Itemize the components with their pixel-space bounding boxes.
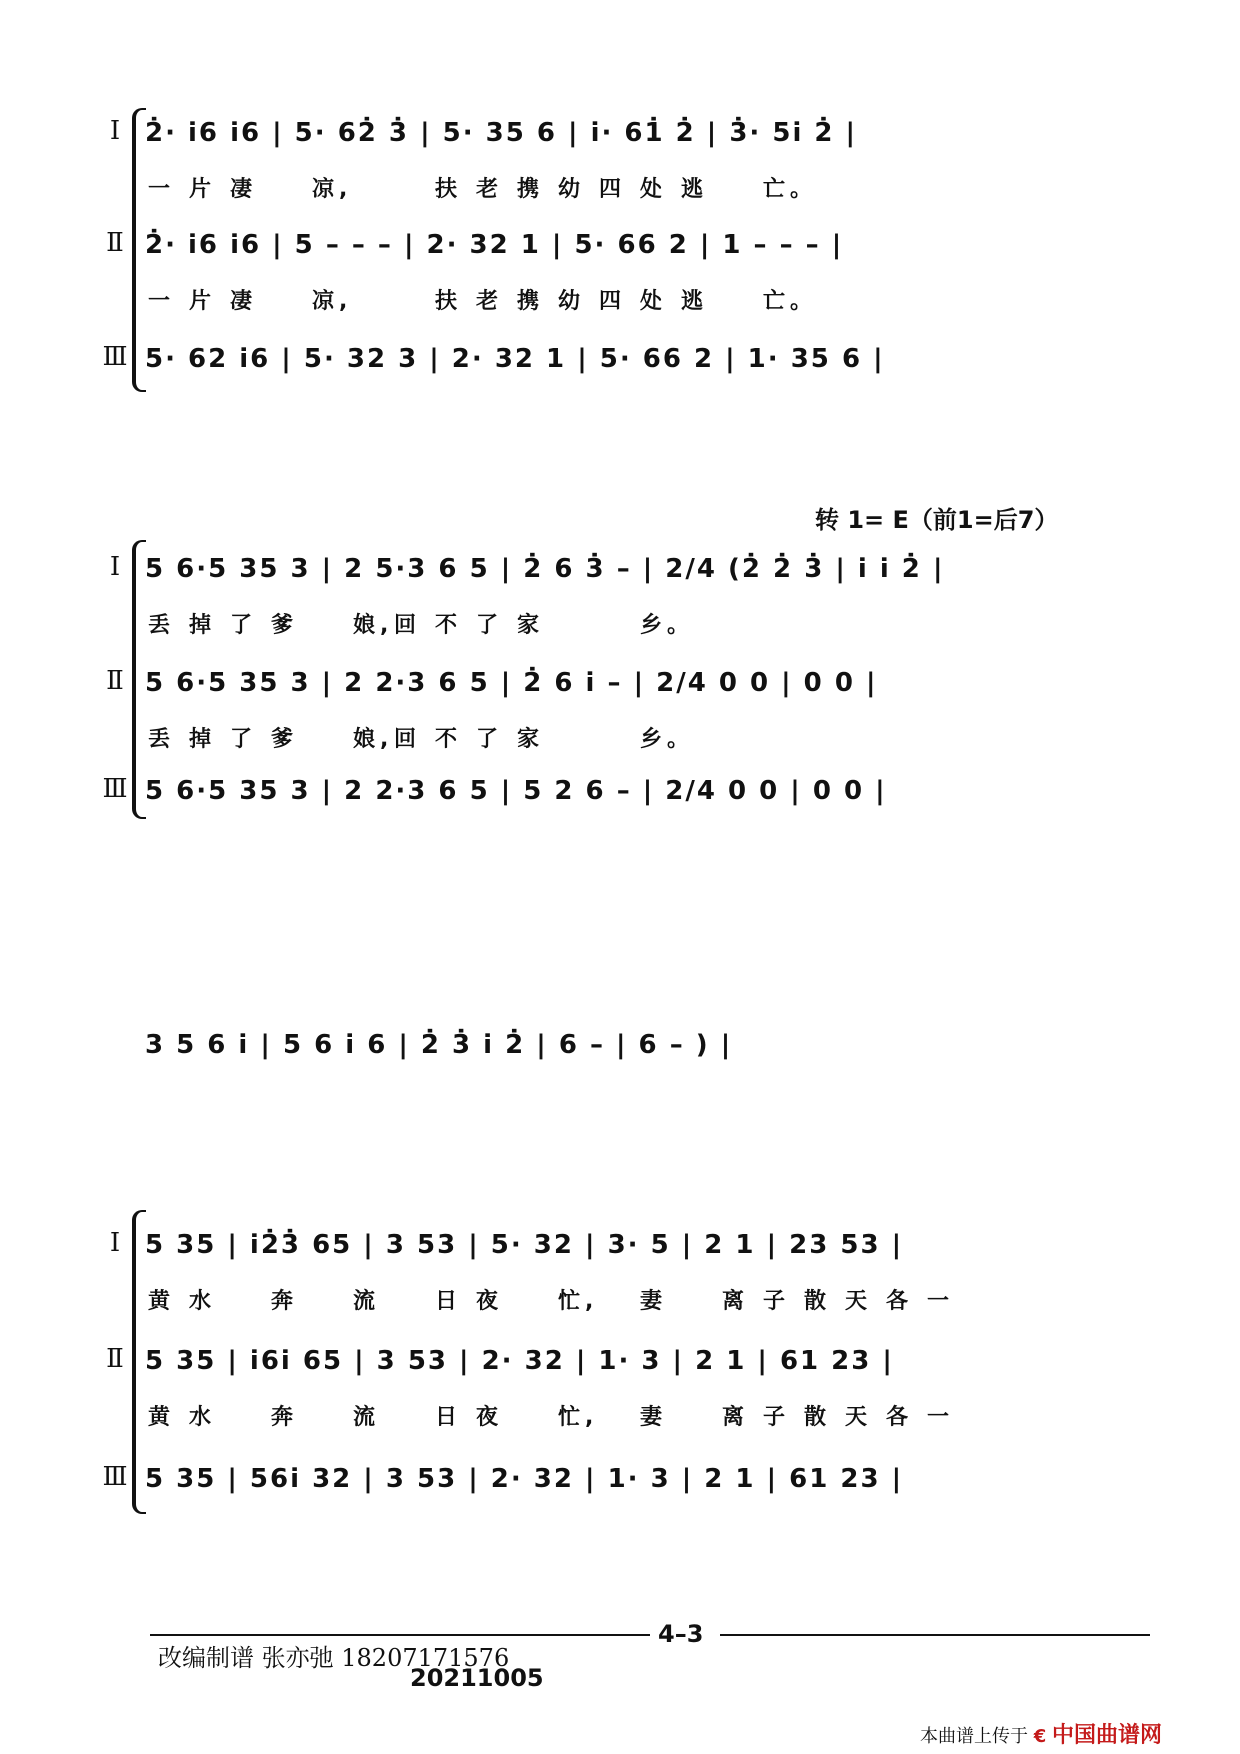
lyric-syllable: 凉,	[312, 289, 353, 314]
lyrics-line	[148, 172, 1148, 202]
score-system-4	[0, 1210, 1240, 1540]
lyrics-line	[148, 1284, 1148, 1314]
voice-notes: 5 6·5 35 3 | 2 5·3 6 5 | 2̇ 6 3̇ – | 2/4 (2̇ 2̇ 3̇ | i̇ i̇ 2̇ |	[145, 554, 945, 584]
system-brace	[132, 1210, 146, 1514]
voice-label: Ⅰ	[109, 1228, 121, 1258]
lyric-syllable: 日	[435, 1289, 463, 1314]
voice-notes: 5 35 | i̇2̇3̇ 65 | 3 53 | 5· 32 | 3· 5 | 2 1 | 23 53 |	[145, 1230, 904, 1260]
lyric-syllable: 四	[599, 289, 627, 314]
lyric-syllable: 亡。	[763, 177, 818, 202]
lyric-syllable: 流	[353, 1289, 381, 1314]
voice-notes: 5· 62 i̇6 | 5· 32 3 | 2· 32 1 | 5· 66 2 | 1· 35 6 |	[145, 344, 885, 374]
score-system-3	[0, 1030, 1240, 1090]
lyrics-line	[148, 1400, 1148, 1430]
interlude-notes: 3 5 6 i̇ | 5 6 i̇ 6 | 2̇ 3̇ i̇ 2̇ | 6 – | 6 – ) |	[145, 1030, 733, 1060]
voice-notes: 5 35 | 56i̇ 32 | 3 53 | 2· 32 | 1· 3 | 2 1 | 61 23 |	[145, 1464, 904, 1494]
lyric-syllable: 丢	[148, 727, 176, 752]
lyric-syllable: 凄	[230, 177, 258, 202]
lyric-syllable: 黄	[148, 1289, 176, 1314]
system-brace	[132, 108, 146, 392]
voice-notes: 5 6·5 35 3 | 2 2·3 6 5 | 2̇ 6 i̇ – | 2/4 0 0 | 0 0 |	[145, 668, 878, 698]
lyric-syllable: 流	[353, 1405, 381, 1430]
lyric-syllable: 掉	[189, 613, 217, 638]
lyric-syllable: 了	[476, 613, 504, 638]
arranger-credit: 改编制谱 张亦弛 18207171576	[158, 1644, 510, 1672]
lyric-syllable: 夜	[476, 1405, 504, 1430]
lyric-syllable: 离	[722, 1405, 750, 1430]
lyric-syllable: 忙,	[558, 1289, 599, 1314]
page-number: 4–3	[658, 1620, 704, 1648]
lyric-syllable: 扶	[435, 177, 463, 202]
lyric-syllable: 亡。	[763, 289, 818, 314]
lyric-syllable: 各	[886, 1289, 914, 1314]
lyric-syllable: 妻	[640, 1405, 668, 1430]
voice-label: Ⅱ	[106, 1344, 124, 1374]
lyric-syllable: 爹	[271, 613, 299, 638]
lyric-syllable: 忙,	[558, 1405, 599, 1430]
lyric-syllable: 丢	[148, 613, 176, 638]
site-logo-icon: €	[1033, 1726, 1047, 1747]
lyric-syllable: 一	[148, 177, 176, 202]
lyric-syllable: 一	[927, 1289, 955, 1314]
lyric-syllable: 乡。	[640, 613, 695, 638]
lyric-syllable: 处	[640, 177, 668, 202]
lyric-syllable: 幼	[558, 177, 586, 202]
lyric-syllable: 日	[435, 1405, 463, 1430]
lyric-syllable: 凉,	[312, 177, 353, 202]
lyrics-line	[148, 722, 1148, 752]
voice-label: Ⅲ	[102, 774, 128, 804]
lyric-syllable: 子	[763, 1405, 791, 1430]
lyric-syllable: 奔	[271, 1405, 299, 1430]
lyric-syllable: 散	[804, 1289, 832, 1314]
lyric-syllable: 逃	[681, 289, 709, 314]
lyric-syllable: 凄	[230, 289, 258, 314]
lyric-syllable: 爹	[271, 727, 299, 752]
lyric-syllable: 子	[763, 1289, 791, 1314]
lyric-syllable: 老	[476, 177, 504, 202]
lyric-syllable: 逃	[681, 177, 709, 202]
footer-rule-left	[150, 1634, 650, 1636]
lyric-syllable: 水	[189, 1289, 217, 1314]
lyric-syllable: 妻	[640, 1289, 668, 1314]
voice-label: Ⅱ	[106, 666, 124, 696]
lyric-syllable: 水	[189, 1405, 217, 1430]
lyric-syllable: 夜	[476, 1289, 504, 1314]
lyric-syllable: 四	[599, 177, 627, 202]
lyric-syllable: 家	[517, 727, 545, 752]
lyric-syllable: 乡。	[640, 727, 695, 752]
lyric-syllable: 娘,	[353, 613, 394, 638]
lyric-syllable: 掉	[189, 727, 217, 752]
lyric-syllable: 娘,	[353, 727, 394, 752]
voice-label: Ⅲ	[102, 1462, 128, 1492]
score-system-2	[0, 500, 1240, 830]
voice-notes: 2̇· i̇6 i̇6 | 5· 62̇ 3̇ | 5· 35 6 | i̇· 61̇ 2̇ | 3̇· 5i̇ 2̇ |	[145, 118, 858, 148]
lyric-syllable: 扶	[435, 289, 463, 314]
lyric-syllable: 处	[640, 289, 668, 314]
lyric-syllable: 了	[230, 613, 258, 638]
lyric-syllable: 了	[230, 727, 258, 752]
lyric-syllable: 奔	[271, 1289, 299, 1314]
lyric-syllable: 携	[517, 289, 545, 314]
lyric-syllable: 散	[804, 1405, 832, 1430]
lyric-syllable: 片	[189, 177, 217, 202]
upload-prefix: 本曲谱上传于	[920, 1726, 1028, 1747]
lyric-syllable: 携	[517, 177, 545, 202]
lyric-syllable: 回	[394, 613, 422, 638]
lyric-syllable: 家	[517, 613, 545, 638]
lyric-syllable: 一	[148, 289, 176, 314]
upload-note	[920, 1718, 1162, 1749]
score-system-1	[0, 100, 1240, 400]
lyric-syllable: 老	[476, 289, 504, 314]
voice-label: Ⅰ	[109, 116, 121, 146]
key-change: 转 1= E（前1=后7）	[815, 506, 1059, 534]
lyric-syllable: 幼	[558, 289, 586, 314]
lyric-syllable: 天	[845, 1405, 873, 1430]
lyric-syllable: 各	[886, 1405, 914, 1430]
lyric-syllable: 黄	[148, 1405, 176, 1430]
lyrics-line	[148, 608, 1148, 638]
lyric-syllable: 离	[722, 1289, 750, 1314]
footer-rule-right	[720, 1634, 1150, 1636]
lyric-syllable: 了	[476, 727, 504, 752]
arrangement-date: 20211005	[410, 1664, 544, 1692]
lyric-syllable: 回	[394, 727, 422, 752]
site-brand: 中国曲谱网	[1052, 1723, 1163, 1748]
lyric-syllable: 不	[435, 613, 463, 638]
lyric-syllable: 一	[927, 1405, 955, 1430]
voice-label: Ⅰ	[109, 552, 121, 582]
voice-label: Ⅲ	[102, 342, 128, 372]
lyric-syllable: 天	[845, 1289, 873, 1314]
lyric-syllable: 不	[435, 727, 463, 752]
voice-notes: 5 35 | i̇6i̇ 65 | 3 53 | 2· 32 | 1· 3 | 2 1 | 61 23 |	[145, 1346, 894, 1376]
voice-label: Ⅱ	[106, 228, 124, 258]
lyric-syllable: 片	[189, 289, 217, 314]
voice-notes: 2̇· i̇6 i̇6 | 5 – – – | 2· 32 1 | 5· 66 2 | 1 – – – |	[145, 230, 844, 260]
voice-notes: 5 6·5 35 3 | 2 2·3 6 5 | 5 2 6 – | 2/4 0 0 | 0 0 |	[145, 776, 887, 806]
system-brace	[132, 540, 146, 819]
lyrics-line	[148, 284, 1148, 314]
